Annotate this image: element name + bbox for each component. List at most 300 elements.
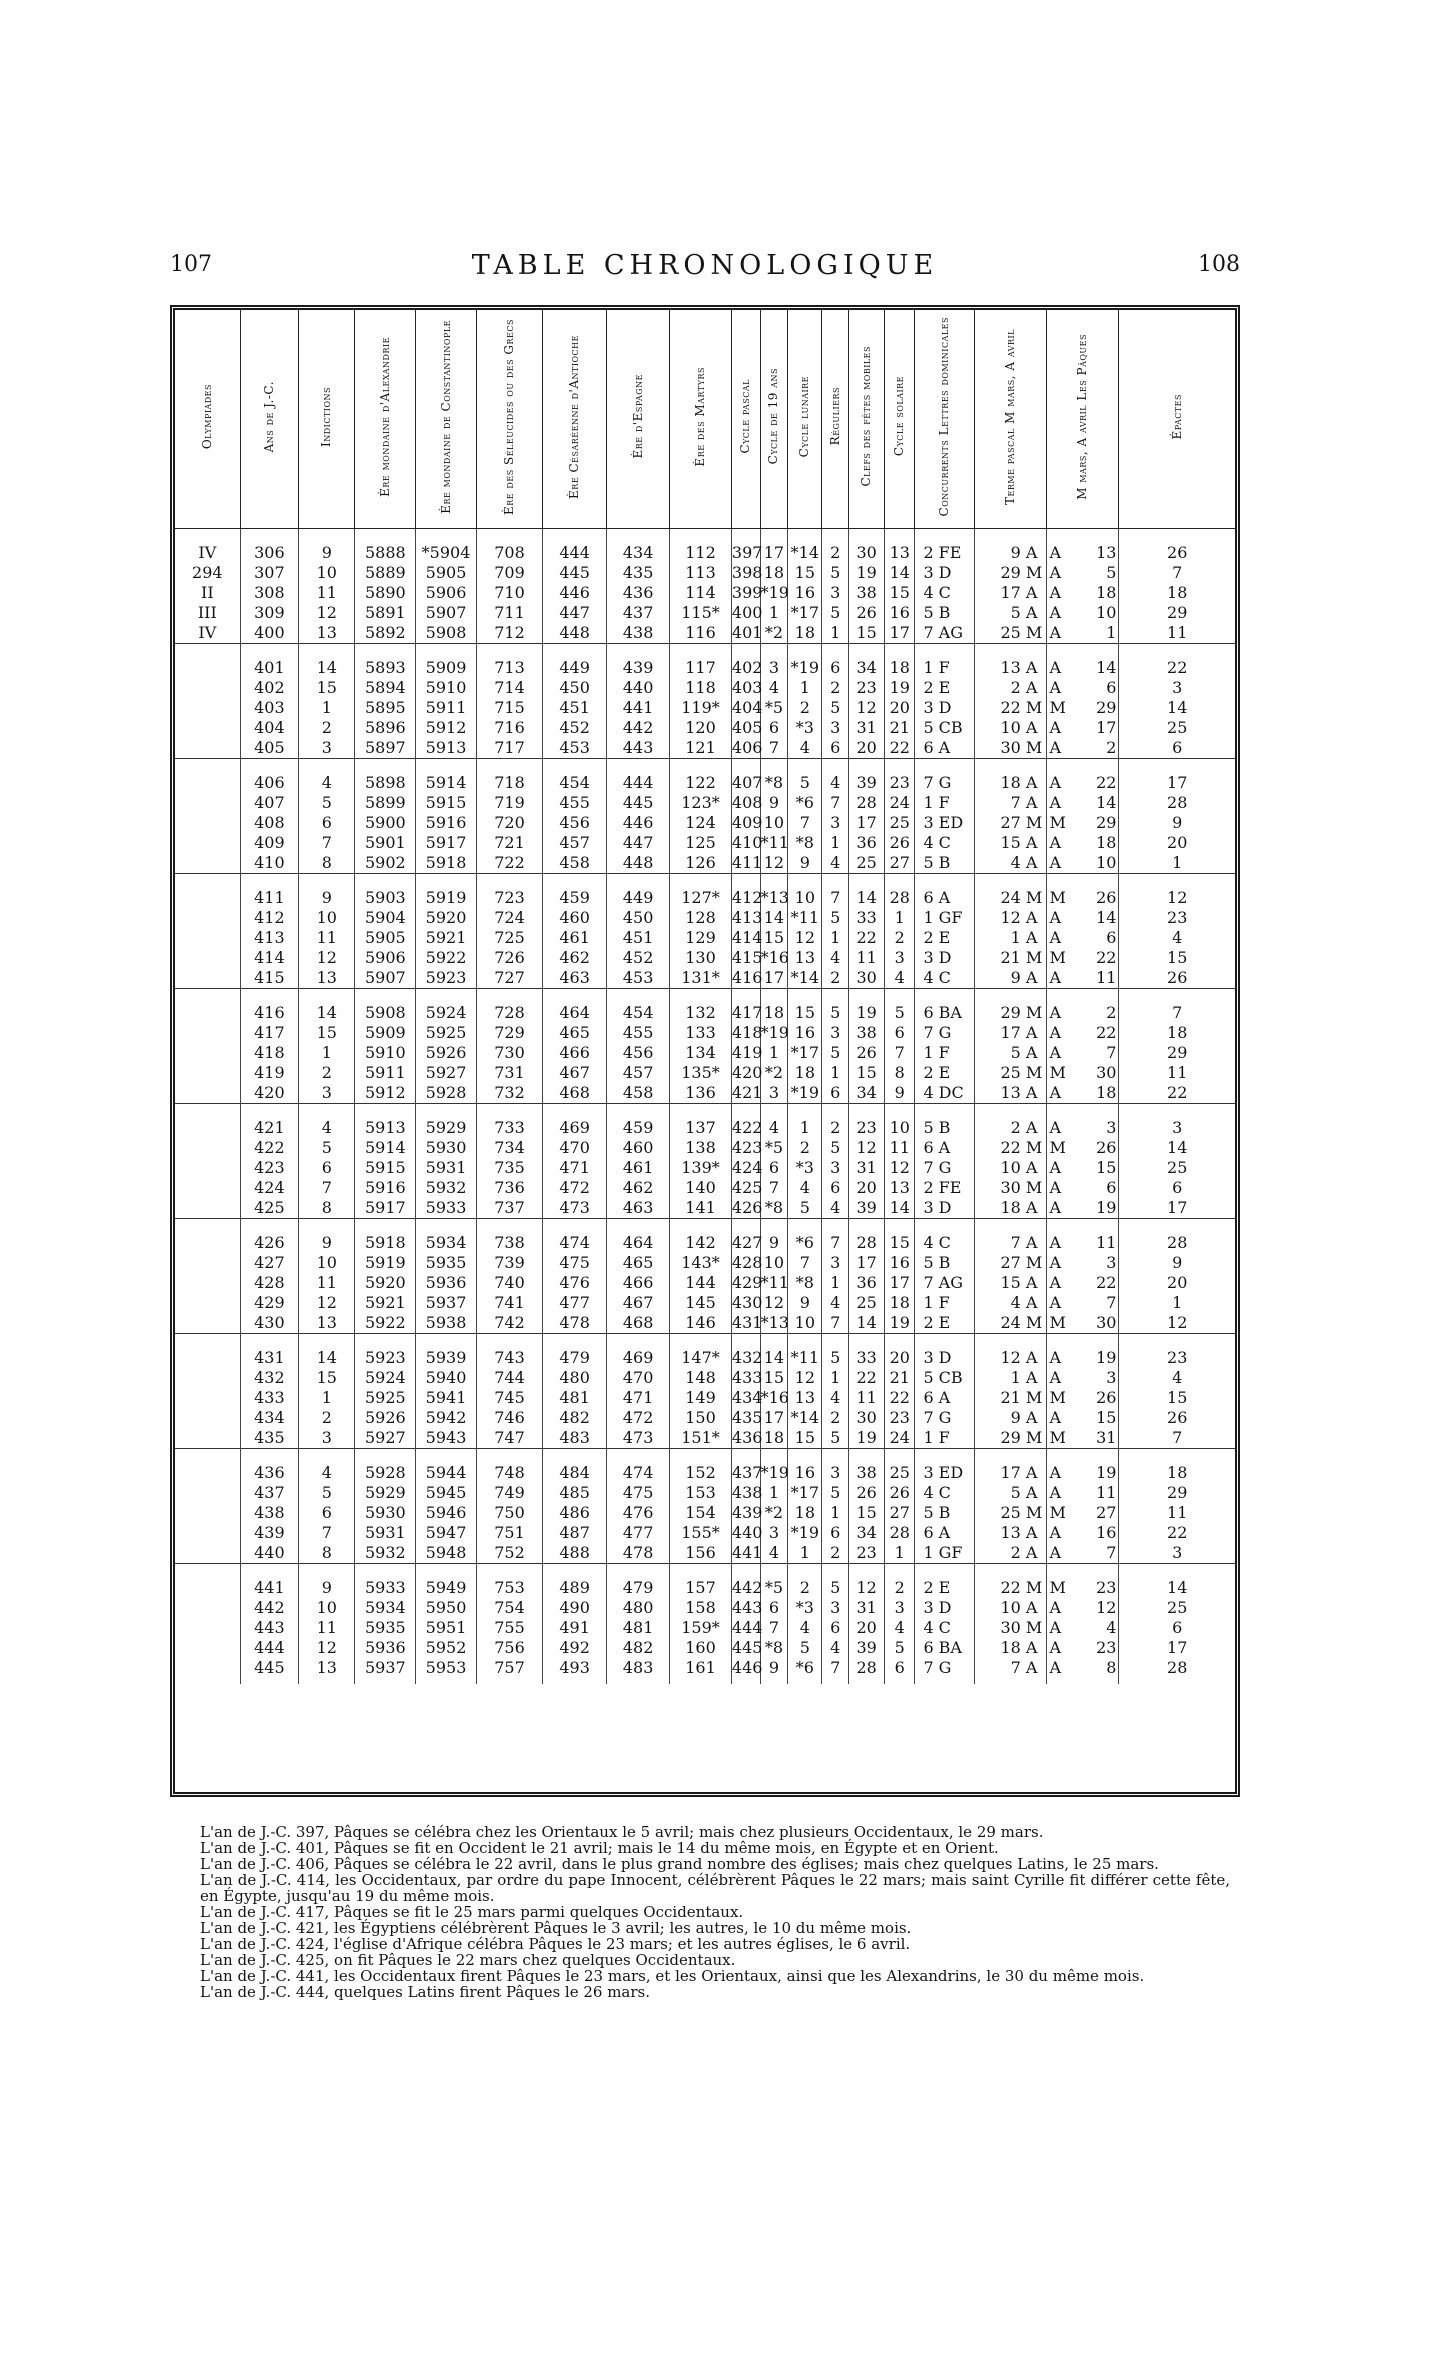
table-cell: 158 — [670, 1598, 732, 1618]
spacer-cell — [416, 1678, 477, 1684]
table-cell: 422 — [731, 1104, 760, 1139]
table-cell: 12 — [885, 1158, 915, 1178]
table-cell: 5943 — [416, 1428, 477, 1449]
table-cell: 18 — [1096, 1083, 1117, 1102]
table-cell: 5 — [915, 603, 936, 623]
table-row — [175, 1198, 1235, 1219]
table-cell: 7 — [760, 1178, 788, 1198]
table-cell: 4 — [822, 1198, 849, 1219]
table-cell: A — [1046, 1198, 1073, 1219]
table-cell: 475 — [607, 1483, 670, 1503]
table-cell: 3 — [1119, 1543, 1235, 1564]
table-cell: 112 — [670, 529, 732, 564]
table-cell: 462 — [543, 948, 607, 968]
table-cell: 723 — [476, 874, 542, 909]
table-cell: A — [938, 1523, 951, 1542]
table-cell: 5 — [885, 1638, 915, 1658]
table-row — [175, 1618, 1235, 1638]
table-cell: 33 — [848, 1334, 884, 1369]
table-cell: 3 — [760, 644, 788, 679]
table-cell — [175, 1658, 240, 1678]
table-cell: 33 — [848, 908, 884, 928]
table-row — [175, 1043, 1235, 1063]
table-cell: M — [1025, 1618, 1043, 1637]
spacer-cell — [936, 1678, 975, 1684]
table-cell: 23 — [848, 1104, 884, 1139]
table-cell: 17 — [974, 583, 1023, 603]
table-cell: 411 — [240, 874, 299, 909]
spacer-cell — [1046, 1678, 1073, 1684]
table-cell — [175, 1023, 240, 1043]
table-cell: 2 — [915, 1313, 936, 1334]
table-cell: A — [1025, 1023, 1038, 1042]
table-cell: 746 — [476, 1408, 542, 1428]
table-cell: 417 — [731, 989, 760, 1024]
table-cell: 23 — [1119, 908, 1235, 928]
table-cell: 23 — [1073, 1564, 1119, 1599]
table-cell: 14 — [299, 644, 355, 679]
table-cell: 1 — [1119, 1293, 1235, 1313]
table-cell: 15 — [1096, 1408, 1117, 1427]
table-cell: 729 — [476, 1023, 542, 1043]
table-cell: 2 — [822, 1408, 849, 1428]
table-cell: 431 — [240, 1334, 299, 1369]
table-cell: 4 — [1119, 1368, 1235, 1388]
table-cell: 426 — [240, 1219, 299, 1254]
table-cell: 6 — [1119, 1618, 1235, 1638]
table-cell: 4 — [760, 1543, 788, 1564]
table-cell: 1 — [822, 623, 849, 644]
table-cell: 31 — [1096, 1428, 1117, 1447]
table-cell — [175, 1334, 240, 1369]
table-cell: M — [1046, 1503, 1073, 1523]
table-cell: 445 — [607, 793, 670, 813]
table-cell: C — [938, 833, 951, 852]
table-cell: 34 — [848, 1523, 884, 1543]
table-cell: 3 — [822, 813, 849, 833]
table-cell: 20 — [848, 738, 884, 759]
table-cell: 5914 — [416, 759, 477, 794]
table-cell: 5933 — [416, 1198, 477, 1219]
table-cell: 752 — [476, 1543, 542, 1564]
table-cell: 127* — [670, 874, 732, 909]
table-cell: 468 — [607, 1313, 670, 1334]
table-cell: 18 — [760, 989, 788, 1024]
table-cell: F — [938, 793, 950, 812]
table-cell: GF — [938, 1543, 963, 1562]
table-cell: *19 — [760, 1449, 788, 1484]
page-number-left: 107 — [170, 252, 212, 277]
table-cell: A — [1025, 1408, 1038, 1427]
table-cell: A — [1046, 1449, 1073, 1484]
table-cell: M — [1025, 1138, 1043, 1157]
table-cell: 733 — [476, 1104, 542, 1139]
table-cell: 20 — [885, 698, 915, 718]
table-cell: 754 — [476, 1598, 542, 1618]
table-cell: 438 — [607, 623, 670, 644]
table-cell: 730 — [476, 1043, 542, 1063]
table-cell: 15 — [885, 583, 915, 603]
table-cell: M — [1025, 1253, 1043, 1272]
table-cell: 17 — [885, 1273, 915, 1293]
table-cell: 5944 — [416, 1449, 477, 1484]
table-cell: 3 — [299, 1428, 355, 1449]
table-cell: 5891 — [355, 603, 416, 623]
table-row — [175, 1598, 1235, 1618]
table-cell: 7 — [915, 1658, 936, 1678]
table-cell: 8 — [1106, 1658, 1117, 1677]
table-cell: 444 — [731, 1618, 763, 1637]
table-cell: 5909 — [355, 1023, 416, 1043]
table-cell: 5 — [299, 1138, 355, 1158]
table-cell: M — [1046, 813, 1073, 833]
table-cell: A — [1046, 563, 1073, 583]
table-cell: 7 — [760, 1618, 788, 1638]
table-cell: 21 — [885, 1368, 915, 1388]
table-cell: G — [938, 1023, 952, 1042]
table-cell: 5923 — [416, 968, 477, 989]
table-cell: 452 — [607, 948, 670, 968]
table-cell: 4 — [1119, 928, 1235, 948]
table-cell: *13 — [760, 1313, 789, 1332]
column-header — [175, 310, 240, 529]
table-cell: 751 — [476, 1523, 542, 1543]
table-cell: *17 — [788, 1043, 822, 1063]
table-cell: ED — [936, 1449, 975, 1484]
spacer-cell — [355, 1678, 416, 1684]
column-header — [416, 310, 477, 529]
table-row — [175, 853, 1235, 874]
table-cell: 463 — [607, 1198, 670, 1219]
table-cell: G — [938, 1408, 952, 1427]
table-cell: 5912 — [416, 718, 477, 738]
table-cell: 22 — [1119, 1083, 1235, 1104]
table-cell: 7 — [974, 793, 1023, 813]
table-cell: 5 — [822, 1483, 849, 1503]
table-cell: *16 — [760, 948, 789, 967]
table-cell: 15 — [974, 1273, 1023, 1293]
table-cell: 466 — [543, 1043, 607, 1063]
column-header — [1119, 310, 1235, 529]
table-cell: 139* — [670, 1158, 732, 1178]
table-cell — [175, 1618, 240, 1638]
table-cell: 2 — [915, 1178, 936, 1198]
table-row — [175, 738, 1235, 759]
table-cell: C — [938, 583, 951, 602]
table-cell: 465 — [543, 1023, 607, 1043]
table-cell: 1 — [915, 1043, 936, 1063]
table-cell: 477 — [543, 1293, 607, 1313]
table-cell: 14 — [1073, 644, 1119, 679]
table-row — [175, 1138, 1235, 1158]
table-cell: 1 — [760, 1043, 788, 1063]
table-cell: 6 — [1106, 678, 1117, 697]
table-cell: 483 — [607, 1658, 670, 1678]
table-cell: 13 — [885, 1178, 915, 1198]
table-cell: 726 — [476, 948, 542, 968]
table-cell: A — [938, 738, 951, 757]
table-cell: 399 — [731, 583, 763, 602]
table-cell: 6 — [915, 738, 936, 759]
table-cell: 5928 — [416, 1083, 477, 1104]
table-cell: 5890 — [355, 583, 416, 603]
table-cell: 27 — [974, 813, 1023, 833]
table-cell: 403 — [240, 698, 299, 718]
table-cell: *11 — [788, 1334, 822, 1369]
table-cell: *8 — [760, 759, 788, 794]
table-cell: 23 — [885, 759, 915, 794]
table-cell: 724 — [476, 908, 542, 928]
table-cell: 5919 — [416, 874, 477, 909]
table-cell: 461 — [543, 928, 607, 948]
table-cell: 7 — [915, 759, 936, 794]
table-cell: A — [1025, 718, 1038, 737]
table-cell: 7 — [915, 1408, 936, 1428]
table-cell: *5 — [760, 698, 788, 718]
table-cell: 412 — [731, 874, 760, 909]
table-cell: 411 — [731, 853, 763, 872]
table-cell: 5923 — [355, 1334, 416, 1369]
table-cell: 436 — [731, 1428, 763, 1447]
table-cell: 416 — [731, 968, 763, 987]
table-cell: 5902 — [355, 853, 416, 874]
page-header — [170, 252, 1240, 286]
column-header — [607, 310, 670, 529]
table-cell — [175, 1598, 240, 1618]
table-cell: 457 — [607, 1063, 670, 1083]
chronology-table — [175, 310, 1235, 1684]
table-cell: 5938 — [416, 1313, 477, 1334]
table-row — [175, 1313, 1235, 1334]
table-cell: 443 — [731, 1598, 763, 1617]
table-cell — [175, 1428, 240, 1449]
table-row — [175, 989, 1235, 1024]
table-cell: 2 — [915, 928, 936, 948]
table-cell: *14 — [788, 529, 822, 564]
table-cell: 22 — [1096, 948, 1117, 967]
table-cell: 137 — [670, 1104, 732, 1139]
table-cell: 5898 — [355, 759, 416, 794]
table-cell: A — [1025, 1658, 1038, 1677]
table-cell: 7 — [1106, 1293, 1117, 1312]
table-cell: A — [1023, 1219, 1046, 1254]
chronology-table-frame — [170, 305, 1240, 1797]
table-cell: D — [938, 563, 952, 582]
table-cell: 5 — [915, 718, 936, 738]
table-cell: A — [1046, 1104, 1073, 1139]
table-row — [175, 1483, 1235, 1503]
table-cell: 488 — [543, 1543, 607, 1564]
table-cell: 38 — [848, 1449, 884, 1484]
table-cell: 5915 — [416, 793, 477, 813]
table-cell: 432 — [240, 1368, 299, 1388]
table-cell: 7 — [1119, 1428, 1235, 1449]
table-cell: 26 — [848, 1043, 884, 1063]
table-cell: 1 — [788, 1104, 822, 1139]
table-cell: 6 — [915, 1388, 936, 1408]
table-cell: 25 — [848, 853, 884, 874]
table-cell: A — [1025, 793, 1038, 812]
table-cell: 15 — [1119, 948, 1235, 968]
table-cell: 1 — [822, 1503, 849, 1523]
table-cell: 18 — [1096, 833, 1117, 852]
table-cell: M — [1025, 813, 1043, 832]
table-cell: 4 — [760, 678, 788, 698]
table-cell: 12 — [1119, 874, 1235, 909]
table-cell: E — [938, 928, 951, 947]
table-cell: 432 — [731, 1334, 760, 1369]
table-cell: 18 — [1119, 1449, 1235, 1484]
table-cell: 24 — [885, 793, 915, 813]
table-cell: 22 — [885, 1388, 915, 1408]
table-cell — [175, 718, 240, 738]
table-cell: C — [938, 968, 951, 987]
table-cell: 10 — [1096, 853, 1117, 872]
table-cell: 419 — [731, 1043, 763, 1062]
table-cell: 2 — [915, 529, 936, 564]
table-cell: 5904 — [355, 908, 416, 928]
table-cell: 1 — [974, 928, 1023, 948]
table-cell: 474 — [607, 1449, 670, 1484]
table-cell: 9 — [1119, 813, 1235, 833]
table-row — [175, 928, 1235, 948]
table-cell: 470 — [543, 1138, 607, 1158]
table-cell: 25 — [848, 1293, 884, 1313]
table-cell: 15 — [885, 1219, 915, 1254]
table-cell: A — [1025, 1198, 1038, 1217]
table-cell: 9 — [760, 1219, 788, 1254]
table-cell: 26 — [1119, 968, 1235, 989]
table-cell: 2 — [822, 529, 849, 564]
column-header-label: Terme pascal M mars, A avril — [1002, 328, 1017, 505]
table-cell: 5 — [822, 563, 849, 583]
table-cell: 10 — [760, 1253, 788, 1273]
table-cell: 5918 — [355, 1219, 416, 1254]
footnote: L'an de J.-C. 397, Pâques se célébra chez les Orientaux le 5 avril; mais chez plusieurs Occidentaux, le 29 mars. — [200, 1823, 1044, 1841]
table-cell: 135* — [670, 1063, 732, 1083]
table-row — [175, 1063, 1235, 1083]
table-cell: 125 — [670, 833, 732, 853]
table-cell: 461 — [607, 1158, 670, 1178]
table-cell: 467 — [607, 1293, 670, 1313]
table-cell: 5932 — [355, 1543, 416, 1564]
table-cell: E — [938, 678, 951, 697]
table-cell — [175, 1158, 240, 1178]
column-header — [543, 310, 607, 529]
table-cell: A — [1046, 603, 1073, 623]
table-cell: 11 — [1073, 1219, 1119, 1254]
table-cell: A — [1023, 644, 1046, 679]
table-cell: 5931 — [355, 1523, 416, 1543]
table-cell: 29 — [974, 1428, 1023, 1449]
table-cell: 5908 — [355, 989, 416, 1024]
table-cell: 18 — [974, 759, 1023, 794]
table-cell: 11 — [848, 1388, 884, 1408]
table-cell: 435 — [607, 563, 670, 583]
column-header-label: Ère mondaine d'Alexandrie — [377, 336, 392, 497]
table-cell: 14 — [848, 874, 884, 909]
table-cell — [175, 1198, 240, 1219]
page-number-right: 108 — [1198, 252, 1240, 277]
table-cell: A — [1046, 1638, 1073, 1658]
table-cell: A — [1023, 1334, 1046, 1369]
table-cell: 2 — [788, 1564, 822, 1599]
table-cell: 17 — [760, 529, 788, 564]
table-cell — [175, 813, 240, 833]
table-cell: A — [1025, 1598, 1038, 1617]
table-cell: 25 — [1119, 1598, 1235, 1618]
table-cell: 30 — [974, 1618, 1023, 1638]
table-cell: 401 — [240, 644, 299, 679]
table-cell: 443 — [607, 738, 670, 759]
table-cell: A — [938, 1388, 951, 1407]
table-cell: 716 — [476, 718, 542, 738]
table-cell — [175, 1388, 240, 1408]
table-cell: 7 — [1119, 563, 1235, 583]
table-cell: 409 — [240, 833, 299, 853]
table-cell: 6 — [822, 644, 849, 679]
table-cell: 3 — [760, 1083, 788, 1104]
table-cell: 419 — [240, 1063, 299, 1083]
table-cell: 308 — [240, 583, 299, 603]
table-cell: 3 — [915, 698, 936, 718]
table-cell: 727 — [476, 968, 542, 989]
table-cell: 5905 — [355, 928, 416, 948]
table-cell: A — [1025, 1523, 1038, 1542]
table-cell: 400 — [240, 623, 299, 644]
table-cell: 133 — [670, 1023, 732, 1043]
table-cell: *19 — [788, 1083, 822, 1104]
table-cell: F — [938, 1293, 950, 1312]
table-cell: 7 — [1119, 989, 1235, 1024]
table-cell: 21 — [885, 718, 915, 738]
table-cell: A — [1046, 853, 1073, 874]
table-cell: 10 — [1096, 603, 1117, 622]
table-cell: B — [938, 603, 951, 622]
table-cell: 441 — [240, 1564, 299, 1599]
table-cell: 10 — [788, 1313, 822, 1334]
table-cell: 445 — [240, 1658, 299, 1678]
table-cell: 23 — [885, 1408, 915, 1428]
table-cell: 15 — [788, 989, 822, 1024]
table-cell: 479 — [607, 1564, 670, 1599]
table-cell: 6 — [885, 1023, 915, 1043]
table-cell: 3 — [915, 563, 936, 583]
table-cell: 8 — [299, 1198, 355, 1219]
column-header-label: Clefs des fêtes mobiles — [859, 346, 874, 487]
table-cell: 15 — [299, 1023, 355, 1043]
table-cell: 12 — [788, 1368, 822, 1388]
table-cell: 401 — [731, 623, 763, 642]
table-cell: 468 — [543, 1083, 607, 1104]
column-header-label: Cycle pascal — [738, 379, 753, 454]
table-cell: 5910 — [416, 678, 477, 698]
table-cell: 5918 — [416, 853, 477, 874]
table-cell: 4 — [822, 853, 849, 874]
table-cell: 416 — [240, 989, 299, 1024]
table-cell: 473 — [607, 1428, 670, 1449]
table-cell: 14 — [299, 989, 355, 1024]
table-cell: 4 — [822, 1388, 849, 1408]
table-cell: 7 — [822, 793, 849, 813]
table-cell: D — [938, 1598, 952, 1617]
table-cell: 478 — [607, 1543, 670, 1564]
table-cell: 14 — [760, 908, 788, 928]
table-cell: 7 — [822, 1219, 849, 1254]
table-cell: CB — [938, 1368, 963, 1387]
table-cell: 3 — [915, 948, 936, 968]
table-cell: 1 — [299, 1043, 355, 1063]
